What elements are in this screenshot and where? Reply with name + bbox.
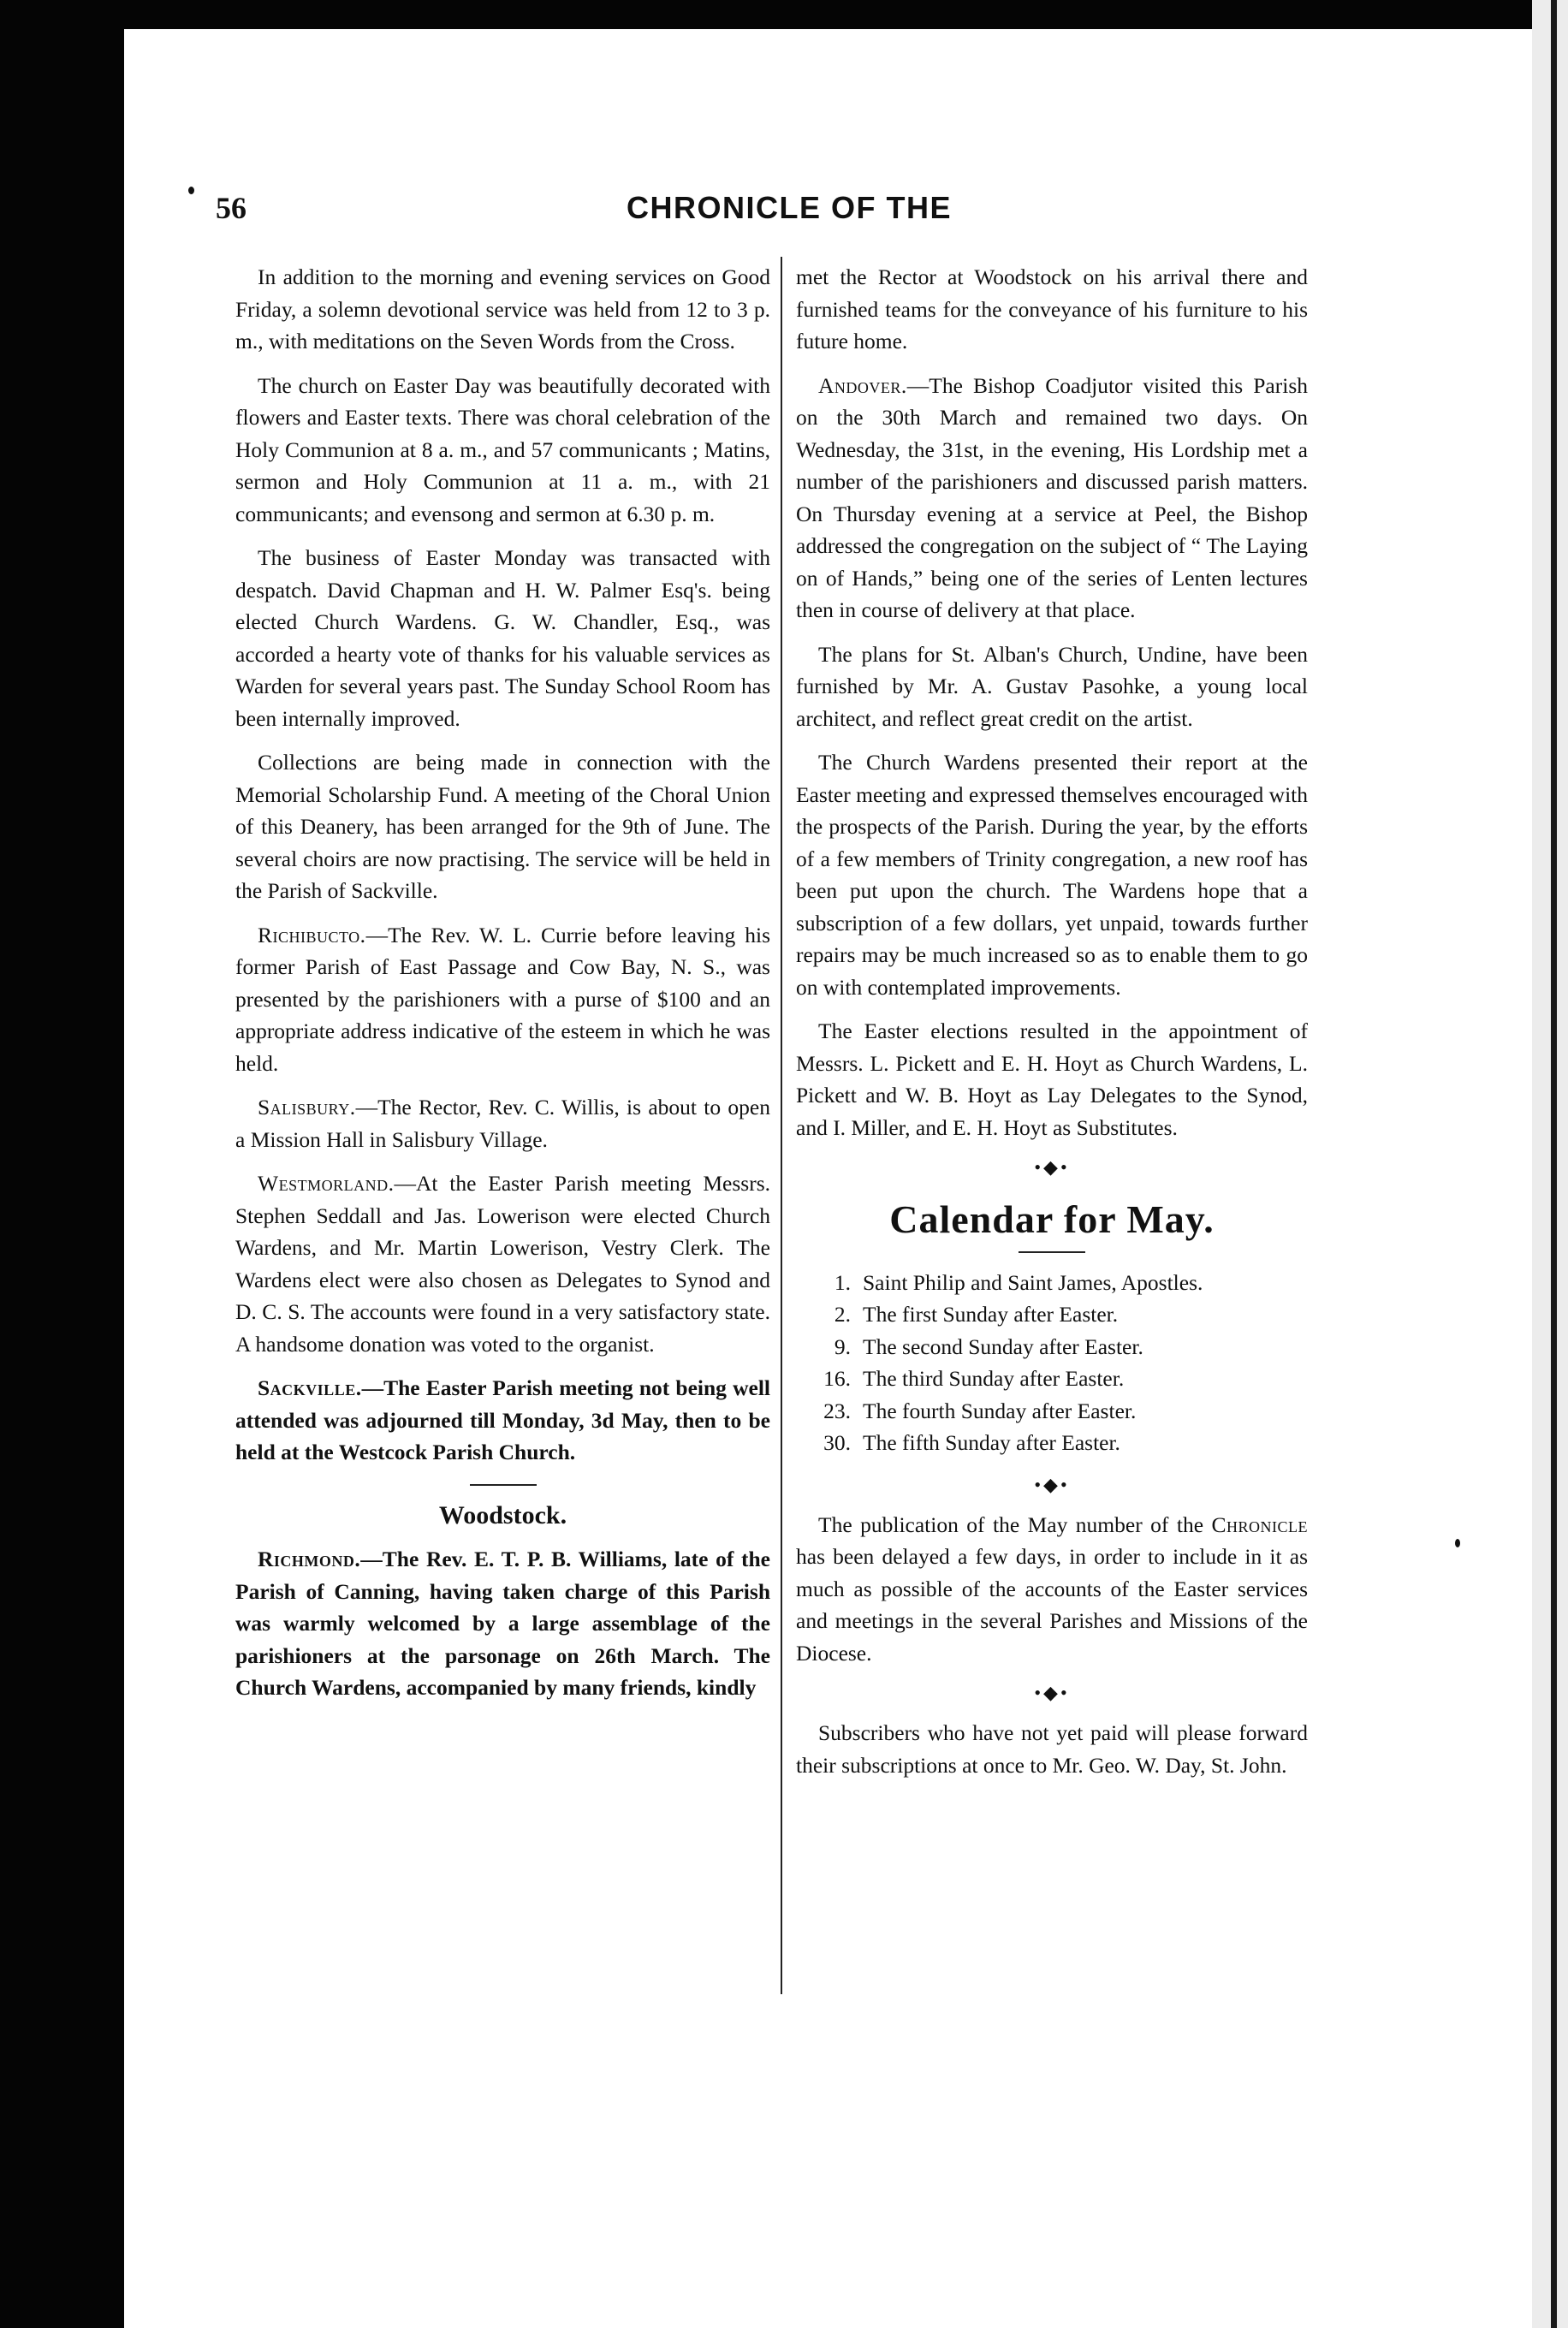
parish-name: Andover. xyxy=(818,372,907,398)
scan-top-border xyxy=(0,0,1568,29)
paragraph-text: —The Bishop Coadjutor visited this Parish on the 30th March and remained two days. On Wednesday, the 31st, in the evening, His Lordship met a number of the parishioners and discussed parish matters. On Thursday evening at a service at Peel, the Bishop addressed the congregation on the subject of “ The Laying on of Hands,” being one of the series of Lenten lectures then in course of delivery at that place. xyxy=(796,372,1308,622)
paragraph-text: —The Rev. E. T. P. B. Williams, late of the Parish of Canning, having taken charge of this Parish was warmly welcomed by a large assemblage of the parishioners at the parsonage on 26th March. The Church Wardens, accompanied by many friends, kindly xyxy=(235,1547,770,1700)
scan-right-edge xyxy=(1532,0,1568,2328)
calendar-day: 30. xyxy=(823,1430,851,1455)
left-column xyxy=(235,261,770,1716)
calendar-item xyxy=(815,1267,1308,1299)
section-rule xyxy=(470,1484,537,1486)
parish-name: Westmorland. xyxy=(258,1171,395,1196)
ornament-divider: •◆• xyxy=(1034,1156,1070,1178)
paragraph: The business of Easter Monday was transacted with despatch. David Chapman and H. W. Palmer Esq's. being elected Church Wardens. G. W. Chandler, Esq., was accorded a hearty vote of thanks for his valuable services as Warden for several years past. The Sunday School Room has been internally improved. xyxy=(235,545,770,731)
publication-notice xyxy=(796,1509,1308,1670)
paragraph: met the Rector at Woodstock on his arrival there and furnished teams for the conveyance of his furniture to his future home. xyxy=(796,264,1308,353)
calendar-item xyxy=(815,1395,1308,1428)
paragraph-text: has been delayed a few days, in order to include in it as much as possible of the accounts of the Easter services and meetings in the several Parishes and Missions of the Diocese. xyxy=(796,1544,1308,1666)
parish-name: Salisbury. xyxy=(258,1095,356,1119)
paragraph: In addition to the morning and evening services on Good Friday, a solemn devotional service was held from 12 to 3 p. m., with meditations on the Seven Words from the Cross. xyxy=(235,264,770,353)
calendar-day: 16. xyxy=(823,1366,851,1391)
paragraph: The church on Easter Day was beautifully decorated with flowers and Easter texts. There was choral celebration of the Holy Communion at 8 a. m., and 57 communicants ; Matins, sermon and Holy Communion at 11 a. m., with 21 communicants; and evensong and sermon at 6.30 p. m. xyxy=(235,372,770,526)
ink-speck xyxy=(1455,1539,1460,1547)
calendar-text: Saint Philip and Saint James, Apostles. xyxy=(863,1269,1203,1295)
paragraph-text: The publication of the May number of the xyxy=(818,1511,1204,1537)
calendar-text: The fifth Sunday after Easter. xyxy=(863,1430,1120,1455)
paragraph: The Easter elections resulted in the appointment of Messrs. L. Pickett and E. H. Hoyt as Church Wardens, L. Pickett and W. B. Hoyt as Lay Delegates to the Synod, and I. Miller, and E. H. Hoyt as Substitutes. xyxy=(796,1018,1308,1140)
running-head: CHRONICLE OF THE xyxy=(627,190,952,225)
calendar-item xyxy=(815,1331,1308,1363)
calendar-day: 23. xyxy=(823,1398,851,1423)
right-column xyxy=(796,261,1308,1793)
paragraph-text: —At the Easter Parish meeting Messrs. Stephen Seddall and Jas. Lowerison were elected Church Wardens, and Mr. Martin Lowerison, Vestry Clerk. The Wardens elect were also chosen as Delegates to Synod and D. C. S. The accounts were found in a very satisfactory state. A handsome donation was voted to the organist. xyxy=(235,1171,770,1357)
calendar-text: The third Sunday after Easter. xyxy=(863,1366,1125,1391)
parish-report-westmorland xyxy=(235,1167,770,1360)
title-rule xyxy=(1019,1251,1085,1253)
calendar-text: The fourth Sunday after Easter. xyxy=(863,1398,1137,1423)
calendar-day: 9. xyxy=(834,1333,851,1359)
paragraph-text: —The Rev. W. L. Currie before leaving his former Parish of East Passage and Cow Bay, N. S., was presented by the parishioners with a purse of $100 and an appropriate address indicative of the esteem in which he was held. xyxy=(235,922,770,1076)
page-header xyxy=(216,190,952,233)
parish-report-sackville xyxy=(235,1372,770,1469)
calendar-title: Calendar for May. xyxy=(889,1197,1215,1241)
paragraph: Collections are being made in connection with the Memorial Scholarship Fund. A meeting of the Choral Union of this Deanery, has been arranged for the 9th of June. The several choirs are now practising. The service will be held in the Parish of Sackville. xyxy=(235,750,770,903)
calendar-text: The second Sunday after Easter. xyxy=(863,1333,1143,1359)
parish-report-richibucto xyxy=(235,919,770,1080)
calendar-list xyxy=(796,1267,1308,1459)
calendar-day: 1. xyxy=(834,1269,851,1295)
subscribers-notice: Subscribers who have not yet paid will please forward their subscriptions at once to Mr. Geo. W. Day, St. John. xyxy=(796,1720,1308,1778)
paragraph-text: —The Rector, Rev. C. Willis, is about to open a Mission Hall in Salisbury Village. xyxy=(235,1095,770,1152)
column-divider xyxy=(781,257,782,1994)
ornament-divider: •◆• xyxy=(1034,1682,1070,1703)
chronicle-name: Chronicle xyxy=(1211,1511,1309,1537)
parish-report-andover xyxy=(796,370,1308,627)
parish-name: Richibucto. xyxy=(258,922,366,947)
calendar-item xyxy=(815,1427,1308,1459)
paragraph-text: —The Easter Parish meeting not being well attended was adjourned till Monday, 3d May, then to be held at the Westcock Parish Church. xyxy=(235,1375,770,1464)
calendar-text: The first Sunday after Easter. xyxy=(863,1302,1119,1327)
section-heading: Woodstock. xyxy=(438,1500,567,1529)
paragraph: The plans for St. Alban's Church, Undine, have been furnished by Mr. A. Gustav Pasohke, a young local architect, and reflect great credit on the artist. xyxy=(796,641,1308,731)
page-number: 56 xyxy=(216,191,246,225)
scan-left-border xyxy=(0,0,124,2328)
parish-name: Sackville. xyxy=(258,1375,362,1400)
calendar-item xyxy=(815,1363,1308,1395)
parish-report-salisbury xyxy=(235,1091,770,1155)
ink-speck xyxy=(188,187,194,194)
calendar-item xyxy=(815,1298,1308,1331)
paragraph: The Church Wardens presented their report at the Easter meeting and expressed themselves encouraged with the prospects of the Parish. During the year, by the efforts of a few members of Trinity congregation, a new roof has been put upon the church. The Wardens hope that a subscription of a few dollars, yet unpaid, towards further repairs may be much increased so as to enable them to go on with contemplated improvements. xyxy=(796,750,1308,1000)
parish-name: Richmond. xyxy=(258,1547,361,1571)
parish-report-richmond xyxy=(235,1543,770,1704)
calendar-day: 2. xyxy=(834,1302,851,1327)
scan-right-line xyxy=(1551,0,1557,2328)
ornament-divider: •◆• xyxy=(1034,1473,1070,1495)
